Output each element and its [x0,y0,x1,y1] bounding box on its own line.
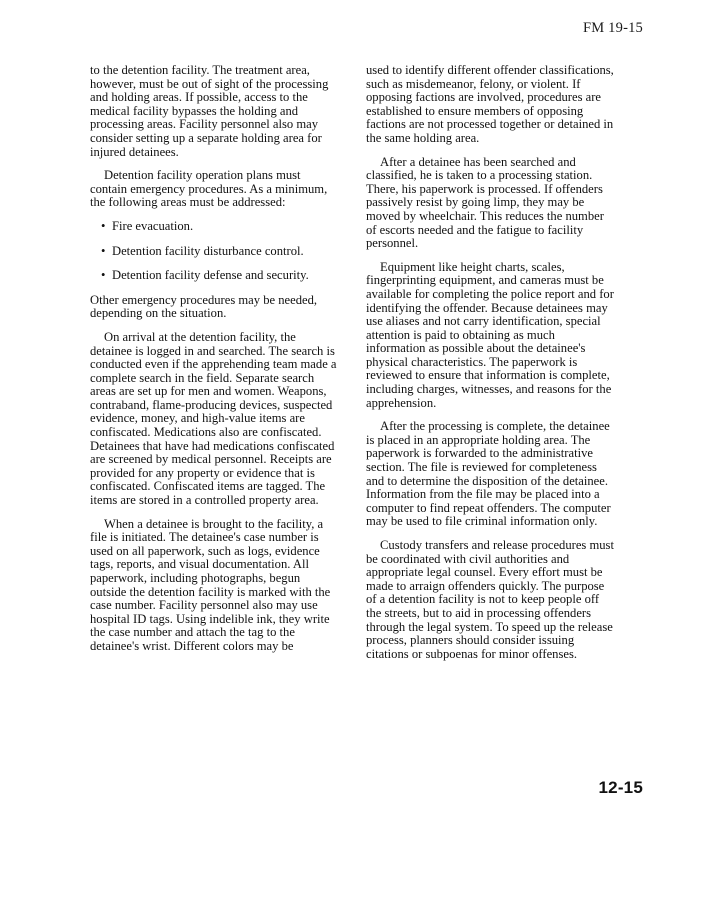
list-item: • Detention facility disturbance control. [112,245,338,259]
paragraph: After a detainee has been searched and classified, he is taken to a processing station. There, his paperwork is processed. If offenders passively resist by going limp, they may be moved by wheelchair. This reduces the number of escorts needed and the fatigue to facility personnel. [366,154,604,251]
paragraph: used to identify different offender classifications, such as misdemeanor, felony, or violent. If opposing factions are involved, procedures are established to ensure members of opposing factions are not processed together or detained in the same holding area. [366,63,614,145]
paragraph: Custody transfers and release procedures must be coordinated with civil authorities and appropriate legal counsel. Every effort must be made to arraign offenders quickly. The purpose of a detention facility is not to keep people off the streets, but to aid in processing offenders through the legal system. To speed up the release process, planners should consider issuing citations or subpoenas for minor offenses. [366,538,614,661]
paragraph: Detention facility operation plans must contain emergency procedures. As a minimum, the following areas must be addressed: [90,168,328,210]
paragraph: to the detention facility. The treatment area, however, must be out of sight of the processing and holding areas. If possible, access to the medical facility bypasses the holding and processing areas. Facility personnel also may consider setting up a separate holding area for injured detainees. [90,63,329,159]
left-column [90,64,338,671]
paragraph: On arrival at the detention facility, the detainee is logged in and searched. The search is conducted even if the apprehending team made a complete search in the field. Separate search areas are set up for men and women. Weapons, contraband, flame-producing devices, suspected evidence, money, and high-value items are confiscated. Medications also are confiscated. Detainees that have had medications confiscated are screened by medical personnel. Receipts are provided for any property or evidence that is confiscated. Confiscated items are tagged. The items are stored in a controlled property area. [90,329,337,508]
header-divider [0,42,701,43]
two-column-body [90,64,614,671]
list-item: • Fire evacuation. [112,220,338,234]
paragraph: Other emergency procedures may be needed, depending on the situation. [90,292,318,321]
emergency-procedures-list [90,220,338,283]
paragraph: Equipment like height charts, scales, fingerprinting equipment, and cameras must be available for completing the police report and for identifying the offender. Because detainees may use aliases and not carry identification, special attention is paid to obtaining as much information as possible about the detainee's physical characteristics. The paperwork is reviewed to ensure that information is complete, including charges, witnesses, and reasons for the apprehension. [366,259,614,410]
paragraph: When a detainee is brought to the facility, a file is initiated. The detainee's case number is used on all paperwork, such as logs, evidence tags, reports, and visual documentation. All paperwork, including photographs, begun outside the detention facility is marked with the case number. Facility personnel also may use hospital ID tags. Using indelible ink, they write the case number and attach the tag to the detainee's wrist. Different colors may be [90,516,331,653]
list-item: • Detention facility defense and security. [112,269,338,283]
right-column [366,64,614,671]
page-number: 12-15 [598,778,643,797]
paragraph: After the processing is complete, the detainee is placed in an appropriate holding area. The paperwork is forwarded to the administrative section. The file is reviewed for completeness and to determine the disposition of the detainee. Information from the file may be placed into a computer to find repeat offenders. The computer may be used to file criminal information only. [366,419,611,529]
running-head: FM 19-15 [582,20,643,36]
